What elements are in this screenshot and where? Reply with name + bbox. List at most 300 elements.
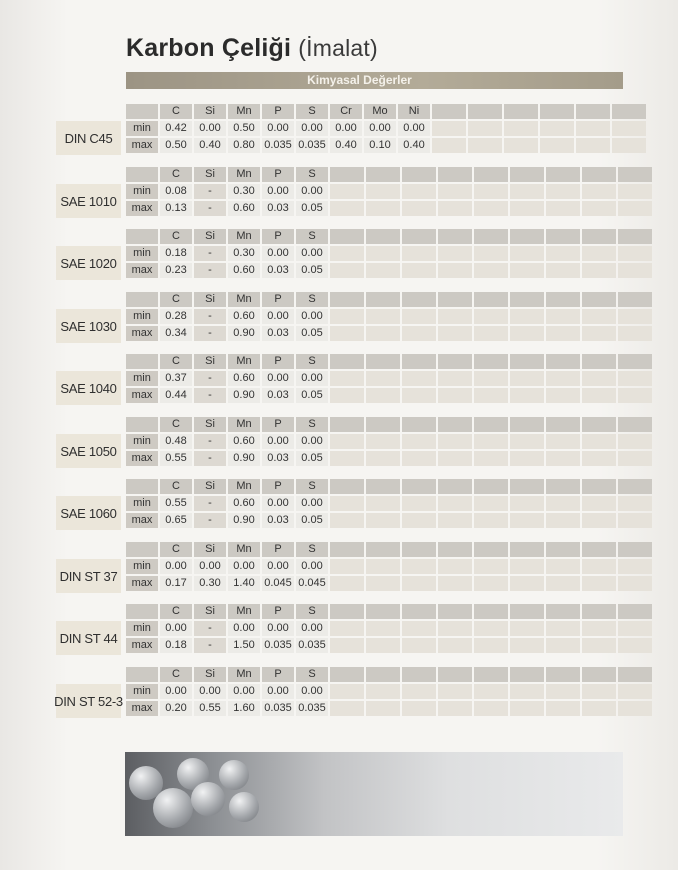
empty-cell <box>438 309 472 324</box>
empty-cell <box>540 104 574 119</box>
empty-cell <box>546 292 580 307</box>
empty-cell <box>546 184 580 199</box>
max-row <box>126 326 652 341</box>
empty-cell <box>438 263 472 278</box>
empty-cell <box>546 229 580 244</box>
empty-cell <box>546 434 580 449</box>
empty-cell <box>582 576 616 591</box>
empty-cell <box>438 434 472 449</box>
header-corner <box>126 417 158 432</box>
column-header: C <box>160 292 192 307</box>
empty-cell <box>366 184 400 199</box>
header-row <box>126 292 652 307</box>
value-cell: - <box>194 434 226 449</box>
empty-cell <box>510 229 544 244</box>
empty-cell <box>432 104 466 119</box>
empty-cell <box>582 513 616 528</box>
empty-cell <box>438 559 472 574</box>
empty-cell <box>618 513 652 528</box>
row-label: min <box>126 371 158 386</box>
value-cell: - <box>194 388 226 403</box>
column-header: C <box>160 542 192 557</box>
column-header: Si <box>194 604 226 619</box>
empty-cell <box>546 701 580 716</box>
empty-cell <box>438 542 472 557</box>
empty-cell <box>474 496 508 511</box>
empty-cell <box>330 292 364 307</box>
row-label: max <box>126 576 158 591</box>
empty-cell <box>402 246 436 261</box>
empty-cell <box>474 638 508 653</box>
value-cell: 0.00 <box>262 621 294 636</box>
value-cell: 1.40 <box>228 576 260 591</box>
grade-name: SAE 1030 <box>56 309 121 343</box>
column-header: Si <box>194 354 226 369</box>
empty-cell <box>438 229 472 244</box>
empty-cell <box>504 104 538 119</box>
empty-cell <box>330 479 364 494</box>
empty-cell <box>618 434 652 449</box>
empty-cell <box>330 542 364 557</box>
empty-cell <box>546 559 580 574</box>
empty-cell <box>366 326 400 341</box>
value-cell: 0.18 <box>160 638 192 653</box>
empty-cell <box>402 434 436 449</box>
empty-cell <box>366 559 400 574</box>
row-label: max <box>126 701 158 716</box>
header-row <box>126 667 652 682</box>
row-label: min <box>126 559 158 574</box>
value-cell: 0.13 <box>160 201 192 216</box>
empty-cell <box>510 451 544 466</box>
min-row <box>126 621 652 636</box>
empty-cell <box>582 309 616 324</box>
empty-cell <box>330 667 364 682</box>
empty-cell <box>510 496 544 511</box>
max-row <box>126 451 652 466</box>
empty-cell <box>474 604 508 619</box>
value-cell: 0.03 <box>262 201 294 216</box>
value-cell: 0.00 <box>296 121 328 136</box>
empty-cell <box>438 184 472 199</box>
column-header: P <box>262 354 294 369</box>
empty-cell <box>474 263 508 278</box>
empty-cell <box>402 638 436 653</box>
min-row <box>126 371 652 386</box>
empty-cell <box>618 684 652 699</box>
empty-cell <box>546 371 580 386</box>
min-row <box>126 309 652 324</box>
value-cell: 0.60 <box>228 263 260 278</box>
empty-cell <box>366 371 400 386</box>
empty-cell <box>438 354 472 369</box>
row-label: max <box>126 201 158 216</box>
steel-bar-end <box>229 792 259 822</box>
column-header: Si <box>194 479 226 494</box>
value-cell: 0.00 <box>364 121 396 136</box>
grade-name: SAE 1050 <box>56 434 121 468</box>
empty-cell <box>618 479 652 494</box>
header-corner <box>126 604 158 619</box>
empty-cell <box>402 479 436 494</box>
empty-cell <box>510 309 544 324</box>
min-row <box>126 121 646 136</box>
empty-cell <box>618 559 652 574</box>
column-header: Mn <box>228 229 260 244</box>
value-cell: 0.44 <box>160 388 192 403</box>
row-label: max <box>126 138 158 153</box>
empty-cell <box>612 121 646 136</box>
empty-cell <box>582 542 616 557</box>
empty-cell <box>438 167 472 182</box>
column-header: P <box>262 417 294 432</box>
max-row <box>126 263 652 278</box>
empty-cell <box>330 184 364 199</box>
empty-cell <box>546 576 580 591</box>
value-cell: 0.18 <box>160 246 192 261</box>
empty-cell <box>366 542 400 557</box>
header-corner <box>126 104 158 119</box>
empty-cell <box>618 542 652 557</box>
value-cell: 0.60 <box>228 201 260 216</box>
empty-cell <box>546 479 580 494</box>
empty-cell <box>366 201 400 216</box>
empty-cell <box>582 451 616 466</box>
empty-cell <box>618 229 652 244</box>
empty-cell <box>330 201 364 216</box>
value-cell: - <box>194 326 226 341</box>
value-cell: 0.37 <box>160 371 192 386</box>
empty-cell <box>432 138 466 153</box>
value-cell: 0.30 <box>228 184 260 199</box>
max-row <box>126 513 652 528</box>
empty-cell <box>582 479 616 494</box>
row-label: max <box>126 326 158 341</box>
empty-cell <box>546 496 580 511</box>
empty-cell <box>510 667 544 682</box>
empty-cell <box>468 138 502 153</box>
empty-cell <box>510 701 544 716</box>
empty-cell <box>474 559 508 574</box>
header-row <box>126 104 646 119</box>
empty-cell <box>618 451 652 466</box>
empty-cell <box>582 184 616 199</box>
value-cell: 0.17 <box>160 576 192 591</box>
empty-cell <box>546 451 580 466</box>
value-cell: 0.34 <box>160 326 192 341</box>
section-banner: Kimyasal Değerler <box>126 72 623 89</box>
empty-cell <box>546 417 580 432</box>
value-cell: 0.10 <box>364 138 396 153</box>
empty-cell <box>546 684 580 699</box>
value-cell: 1.60 <box>228 701 260 716</box>
value-cell: 0.20 <box>160 701 192 716</box>
value-cell: 0.30 <box>194 576 226 591</box>
column-header: Mn <box>228 542 260 557</box>
empty-cell <box>582 638 616 653</box>
empty-cell <box>582 417 616 432</box>
empty-cell <box>366 246 400 261</box>
header-corner <box>126 354 158 369</box>
column-header: P <box>262 604 294 619</box>
row-label: max <box>126 638 158 653</box>
empty-cell <box>474 684 508 699</box>
empty-cell <box>510 417 544 432</box>
empty-cell <box>546 309 580 324</box>
empty-cell <box>402 184 436 199</box>
empty-cell <box>402 371 436 386</box>
column-header: Cr <box>330 104 362 119</box>
empty-cell <box>582 326 616 341</box>
grade-name: DIN ST 52-3 <box>56 684 121 718</box>
column-header: Si <box>194 667 226 682</box>
empty-cell <box>366 604 400 619</box>
empty-cell <box>474 292 508 307</box>
empty-cell <box>474 229 508 244</box>
empty-cell <box>618 326 652 341</box>
column-header: S <box>296 417 328 432</box>
empty-cell <box>474 167 508 182</box>
empty-cell <box>366 496 400 511</box>
max-row <box>126 138 646 153</box>
min-row <box>126 184 652 199</box>
value-cell: 0.00 <box>262 371 294 386</box>
grade-name: SAE 1060 <box>56 496 121 530</box>
empty-cell <box>582 292 616 307</box>
empty-cell <box>582 354 616 369</box>
max-row <box>126 388 652 403</box>
empty-cell <box>474 479 508 494</box>
empty-cell <box>510 354 544 369</box>
max-row <box>126 638 652 653</box>
row-label: max <box>126 513 158 528</box>
empty-cell <box>366 638 400 653</box>
empty-cell <box>438 388 472 403</box>
steel-bar-end <box>219 760 249 790</box>
value-cell: 0.00 <box>296 621 328 636</box>
empty-cell <box>330 451 364 466</box>
column-header: P <box>262 167 294 182</box>
empty-cell <box>366 292 400 307</box>
empty-cell <box>438 621 472 636</box>
empty-cell <box>618 638 652 653</box>
empty-cell <box>366 388 400 403</box>
value-cell: - <box>194 451 226 466</box>
value-cell: 0.00 <box>262 496 294 511</box>
grade-name: SAE 1040 <box>56 371 121 405</box>
empty-cell <box>474 184 508 199</box>
empty-cell <box>618 309 652 324</box>
value-cell: 0.035 <box>296 701 328 716</box>
empty-cell <box>504 138 538 153</box>
column-header: Mn <box>228 167 260 182</box>
empty-cell <box>438 479 472 494</box>
empty-cell <box>366 576 400 591</box>
value-cell: 0.50 <box>160 138 192 153</box>
steel-bar-end <box>153 788 193 828</box>
row-label: min <box>126 121 158 136</box>
empty-cell <box>618 701 652 716</box>
header-row <box>126 417 652 432</box>
empty-cell <box>474 576 508 591</box>
value-cell: 0.03 <box>262 388 294 403</box>
empty-cell <box>510 684 544 699</box>
header-row <box>126 604 652 619</box>
empty-cell <box>540 121 574 136</box>
value-cell: 0.03 <box>262 513 294 528</box>
empty-cell <box>510 621 544 636</box>
empty-cell <box>510 263 544 278</box>
value-cell: 0.00 <box>262 559 294 574</box>
empty-cell <box>330 388 364 403</box>
value-cell: 0.00 <box>262 309 294 324</box>
value-cell: - <box>194 184 226 199</box>
max-row <box>126 201 652 216</box>
column-header: C <box>160 167 192 182</box>
empty-cell <box>402 684 436 699</box>
value-cell: 0.00 <box>296 496 328 511</box>
value-cell: 0.00 <box>296 434 328 449</box>
value-cell: 0.00 <box>194 559 226 574</box>
empty-cell <box>546 388 580 403</box>
empty-cell <box>510 388 544 403</box>
empty-cell <box>330 246 364 261</box>
empty-cell <box>438 246 472 261</box>
value-cell: 0.00 <box>262 246 294 261</box>
empty-cell <box>330 621 364 636</box>
column-header: P <box>262 542 294 557</box>
empty-cell <box>546 354 580 369</box>
empty-cell <box>582 434 616 449</box>
empty-cell <box>618 621 652 636</box>
value-cell: 0.00 <box>296 246 328 261</box>
empty-cell <box>366 451 400 466</box>
empty-cell <box>546 604 580 619</box>
value-cell: 0.40 <box>330 138 362 153</box>
header-row <box>126 542 652 557</box>
value-cell: - <box>194 371 226 386</box>
empty-cell <box>366 513 400 528</box>
column-header: Mn <box>228 292 260 307</box>
value-cell: 0.55 <box>160 451 192 466</box>
empty-cell <box>582 263 616 278</box>
value-cell: 0.00 <box>398 121 430 136</box>
empty-cell <box>438 326 472 341</box>
empty-cell <box>474 388 508 403</box>
empty-cell <box>510 513 544 528</box>
empty-cell <box>612 138 646 153</box>
empty-cell <box>546 621 580 636</box>
value-cell: - <box>194 621 226 636</box>
column-header: S <box>296 604 328 619</box>
value-cell: 0.00 <box>330 121 362 136</box>
row-label: max <box>126 451 158 466</box>
value-cell: 0.03 <box>262 326 294 341</box>
empty-cell <box>432 121 466 136</box>
column-header: S <box>296 167 328 182</box>
empty-cell <box>576 138 610 153</box>
header-row <box>126 354 652 369</box>
value-cell: 0.60 <box>228 496 260 511</box>
value-cell: 0.03 <box>262 451 294 466</box>
empty-cell <box>474 701 508 716</box>
empty-cell <box>438 604 472 619</box>
empty-cell <box>582 371 616 386</box>
empty-cell <box>366 667 400 682</box>
column-header: P <box>262 229 294 244</box>
column-header: P <box>262 292 294 307</box>
min-row <box>126 559 652 574</box>
empty-cell <box>510 201 544 216</box>
empty-cell <box>474 417 508 432</box>
column-header: S <box>296 104 328 119</box>
empty-cell <box>576 104 610 119</box>
empty-cell <box>510 184 544 199</box>
empty-cell <box>366 684 400 699</box>
empty-cell <box>330 576 364 591</box>
empty-cell <box>366 417 400 432</box>
column-header: Mn <box>228 104 260 119</box>
value-cell: 0.00 <box>296 559 328 574</box>
empty-cell <box>474 326 508 341</box>
title-main: Karbon Çeliği <box>126 34 292 62</box>
row-label: min <box>126 184 158 199</box>
value-cell: 0.90 <box>228 451 260 466</box>
empty-cell <box>438 576 472 591</box>
empty-cell <box>474 309 508 324</box>
value-cell: 0.035 <box>262 138 294 153</box>
empty-cell <box>618 604 652 619</box>
empty-cell <box>330 326 364 341</box>
empty-cell <box>618 371 652 386</box>
column-header: P <box>262 104 294 119</box>
page-title <box>126 34 378 63</box>
empty-cell <box>576 121 610 136</box>
value-cell: 0.90 <box>228 388 260 403</box>
value-cell: 0.00 <box>194 684 226 699</box>
row-label: min <box>126 309 158 324</box>
column-header: P <box>262 479 294 494</box>
value-cell: 0.05 <box>296 513 328 528</box>
value-cell: 0.90 <box>228 513 260 528</box>
steel-bars-photo <box>125 752 623 836</box>
value-cell: 0.035 <box>262 638 294 653</box>
min-row <box>126 434 652 449</box>
empty-cell <box>402 201 436 216</box>
empty-cell <box>618 576 652 591</box>
column-header: Ni <box>398 104 430 119</box>
empty-cell <box>618 246 652 261</box>
value-cell: 0.00 <box>296 184 328 199</box>
column-header: Si <box>194 104 226 119</box>
empty-cell <box>546 542 580 557</box>
empty-cell <box>510 292 544 307</box>
empty-cell <box>402 576 436 591</box>
empty-cell <box>402 513 436 528</box>
empty-cell <box>330 263 364 278</box>
empty-cell <box>474 667 508 682</box>
empty-cell <box>510 638 544 653</box>
header-corner <box>126 292 158 307</box>
empty-cell <box>582 684 616 699</box>
header-row <box>126 479 652 494</box>
empty-cell <box>618 354 652 369</box>
row-label: min <box>126 434 158 449</box>
empty-cell <box>438 292 472 307</box>
value-cell: 0.00 <box>296 371 328 386</box>
empty-cell <box>618 263 652 278</box>
empty-cell <box>474 434 508 449</box>
